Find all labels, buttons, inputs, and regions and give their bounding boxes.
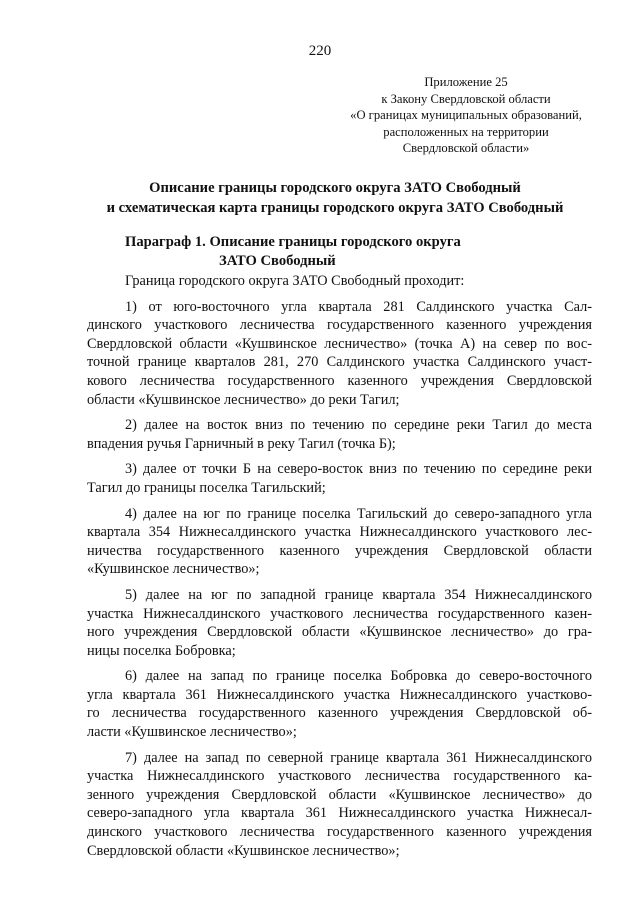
- boundary-item-line: го лесничества государственного казенного учреждения Свердловской об-: [87, 705, 592, 722]
- appendix-line: к Закону Свердловской области: [381, 91, 551, 106]
- boundary-item-line: точной границе кварталов 281, 270 Салдинского участка Салдинского участ-: [87, 354, 592, 371]
- intro-text: Граница городского округа ЗАТО Свободный проходит:: [125, 273, 465, 289]
- document-title-line: и схематическая карта границы городского округа ЗАТО Свободный: [106, 200, 564, 216]
- boundary-item-line: зенного учреждения Свердловской области «Кушвинское лесничество» до: [87, 786, 592, 803]
- boundary-item-line: динского участкового лесничества государственного казенного учреждения: [87, 824, 592, 841]
- boundary-item-line: ницы поселка Бобровка;: [87, 642, 236, 659]
- intro-paragraph: [87, 272, 592, 291]
- boundary-item-line: динского участкового лесничества государственного казенного учреждения: [87, 317, 592, 334]
- boundary-item-line: Свердловской области «Кушвинское лесничество» (точка А) на север по вос-: [87, 335, 592, 352]
- appendix-block: [330, 74, 602, 157]
- document-title: [60, 178, 610, 218]
- boundary-item: [87, 416, 592, 453]
- boundary-item-line: угла квартала 361 Нижнесалдинского участка Нижнесалдинского участково-: [87, 686, 592, 703]
- boundary-item-line: ласти «Кушвинское лесничество»;: [87, 724, 297, 741]
- boundary-item-line: 2) далее на восток вниз по течению по середине реки Тагил до места: [125, 417, 592, 434]
- paragraph-heading: [125, 233, 525, 271]
- document-title-line: Описание границы городского округа ЗАТО Свободный: [149, 180, 521, 196]
- boundary-item-line: Свердловской области «Кушвинское лесничество»;: [87, 842, 400, 859]
- boundary-item-line: «Кушвинское лесничество»;: [87, 561, 260, 578]
- boundary-item: [87, 460, 592, 497]
- boundary-item-line: ничества государственного казенного учреждения Свердловской области: [87, 542, 592, 559]
- appendix-line: расположенных на территории: [383, 124, 549, 139]
- boundary-item-line: 5) далее на юг по западной границе квартала 354 Нижнесалдинского: [125, 586, 592, 603]
- appendix-line: Свердловской области»: [402, 141, 530, 155]
- boundary-item-line: Тагил до границы поселка Тагильский;: [87, 479, 326, 496]
- boundary-item: [87, 298, 592, 410]
- boundary-item: [87, 505, 592, 579]
- boundary-item-line: участка Нижнесалдинского участкового лесничества государственного казен-: [87, 605, 592, 622]
- paragraph-heading-line: ЗАТО Свободный: [219, 253, 336, 269]
- paragraph-heading-line: Параграф 1. Описание границы городского округа: [125, 234, 461, 250]
- boundary-item-line: 4) далее на юг по границе поселка Тагильский до северо-западного угла: [125, 505, 592, 522]
- boundary-item-line: 7) далее на запад по северной границе квартала 361 Нижнесалдинского: [125, 749, 592, 766]
- boundary-item: [87, 667, 592, 741]
- boundary-item-line: 1) от юго-восточного угла квартала 281 Салдинского участка Сал-: [125, 298, 592, 315]
- boundary-item-line: области «Кушвинское лесничество» до реки Тагил;: [87, 391, 400, 408]
- appendix-line: Приложение 25: [424, 75, 508, 89]
- boundary-item-line: кового лесничества государственного казенного учреждения Свердловской: [87, 372, 592, 389]
- boundary-item-line: впадения ручья Гарничный в реку Тагил (точка Б);: [87, 435, 396, 452]
- boundary-item: [87, 749, 592, 861]
- boundary-item-line: квартала 354 Нижнесалдинского участка Нижнесалдинского участкового лес-: [87, 524, 592, 541]
- boundary-items: [87, 298, 592, 861]
- boundary-item-line: ного учреждения Свердловской области «Кушвинское лесничество» до гра-: [87, 624, 592, 641]
- boundary-item-line: участка Нижнесалдинского участкового лесничества государственного ка-: [87, 768, 592, 785]
- boundary-item-line: 3) далее от точки Б на северо-восток вниз по течению по середине реки: [125, 461, 592, 478]
- document-body: [87, 272, 592, 867]
- boundary-item: [87, 586, 592, 660]
- boundary-item-line: 6) далее на запад по границе поселка Бобровка до северо-восточного: [125, 668, 592, 685]
- boundary-item-line: северо-западного угла квартала 361 Нижнесалдинского участка Нижнесал-: [87, 805, 592, 822]
- appendix-line: «О границах муниципальных образований,: [350, 108, 582, 122]
- page-number: 220: [308, 43, 332, 59]
